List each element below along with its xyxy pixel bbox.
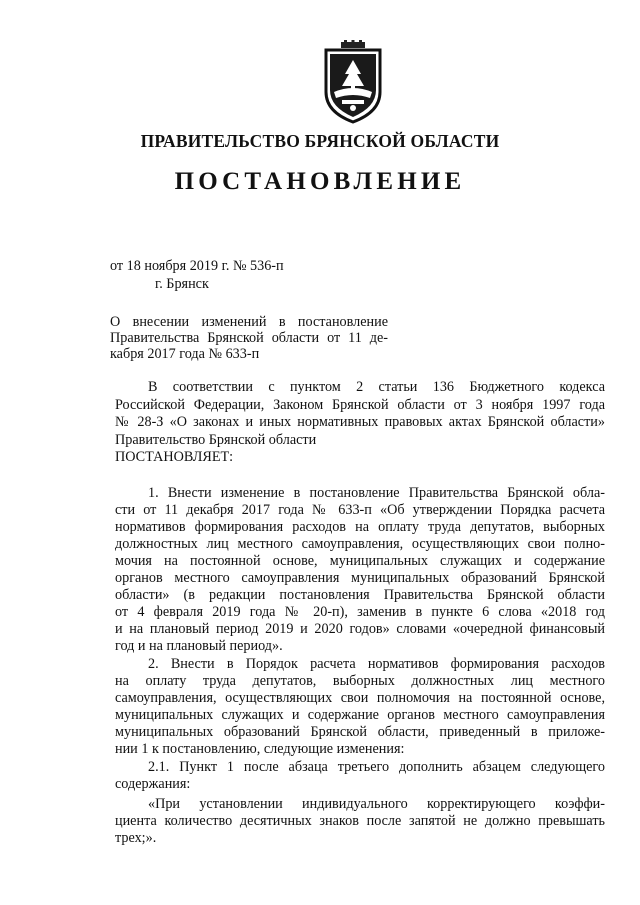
- quote-line: циента количество десятичных знаков после запятой не должно превышать: [115, 813, 605, 829]
- document-type-heading: ПОСТАНОВЛЕНИЕ: [174, 168, 466, 195]
- item1-line: 1. Внести изменение в постановление Правительства Брянской обла-: [148, 485, 605, 501]
- item1-line: должностных лиц местного самоуправления, осуществляющих свои полно-: [115, 536, 605, 552]
- preamble-line: Правительство Брянской области: [115, 432, 317, 448]
- title-line: Правительства Брянской области от 11 де-: [110, 330, 388, 346]
- title-line: О внесении изменений в постановление: [110, 314, 388, 330]
- item2-line: самоуправления, осуществляющих свои полномочия на постоянной основе,: [115, 690, 605, 706]
- item2-line: муниципальных образований Брянской области, приведенный в приложе-: [115, 724, 605, 740]
- item1-line: мочия на постоянной основе, муниципальных служащих и содержание: [115, 553, 605, 569]
- decree-keyword: ПОСТАНОВЛЯЕТ:: [115, 449, 234, 465]
- item1-line: от 4 февраля 2019 года № 20-п), заменив в пункте 6 слова «2018 год: [115, 604, 605, 620]
- item1-line: нормативов формирования расходов на оплату труда депутатов, выборных: [115, 519, 605, 535]
- quote-line: «При установлении индивидуального корректирующего коэффи-: [148, 796, 605, 812]
- item21-line: 2.1. Пункт 1 после абзаца третьего дополнить абзацем следующего: [148, 759, 605, 775]
- item2-line: на оплату труда депутатов, выборных должностных лиц местного: [115, 673, 605, 689]
- preamble-line: № 28-З «О законах и иных нормативных правовых актах Брянской области»: [115, 414, 605, 430]
- item2-line: нии 1 к постановлению, следующие изменения:: [115, 741, 405, 757]
- preamble-line: Российской Федерации, Законом Брянской области от 3 ноября 1997 года: [115, 397, 605, 413]
- coat-of-arms-icon: [318, 40, 388, 124]
- item1-line: области» (в редакции постановления Правительства Брянской области: [115, 587, 605, 603]
- city-line: г. Брянск: [155, 276, 209, 292]
- item1-line: год и на плановый период».: [115, 638, 283, 654]
- item1-line: сти от 11 декабря 2017 года № 633-п «Об утверждении Порядка расчета: [115, 502, 605, 518]
- quote-line: трех;».: [115, 830, 157, 846]
- item1-line: и на плановый период 2019 и 2020 годов» словами «очередной финансовый: [115, 621, 605, 637]
- item21-line: содержания:: [115, 776, 191, 792]
- preamble-line: В соответствии с пунктом 2 статьи 136 Бюджетного кодекса: [148, 379, 605, 395]
- date-number-line: от 18 ноября 2019 г. № 536-п: [110, 258, 284, 274]
- item2-line: муниципальных служащих и содержание органов местного самоуправления: [115, 707, 605, 723]
- item1-line: органов местного самоуправления муниципальных образований Брянской: [115, 570, 605, 586]
- item2-line: 2. Внести в Порядок расчета нормативов формирования расходов: [148, 656, 605, 672]
- title-line: кабря 2017 года № 633-п: [110, 346, 260, 362]
- organization-title: ПРАВИТЕЛЬСТВО БРЯНСКОЙ ОБЛАСТИ: [140, 131, 500, 151]
